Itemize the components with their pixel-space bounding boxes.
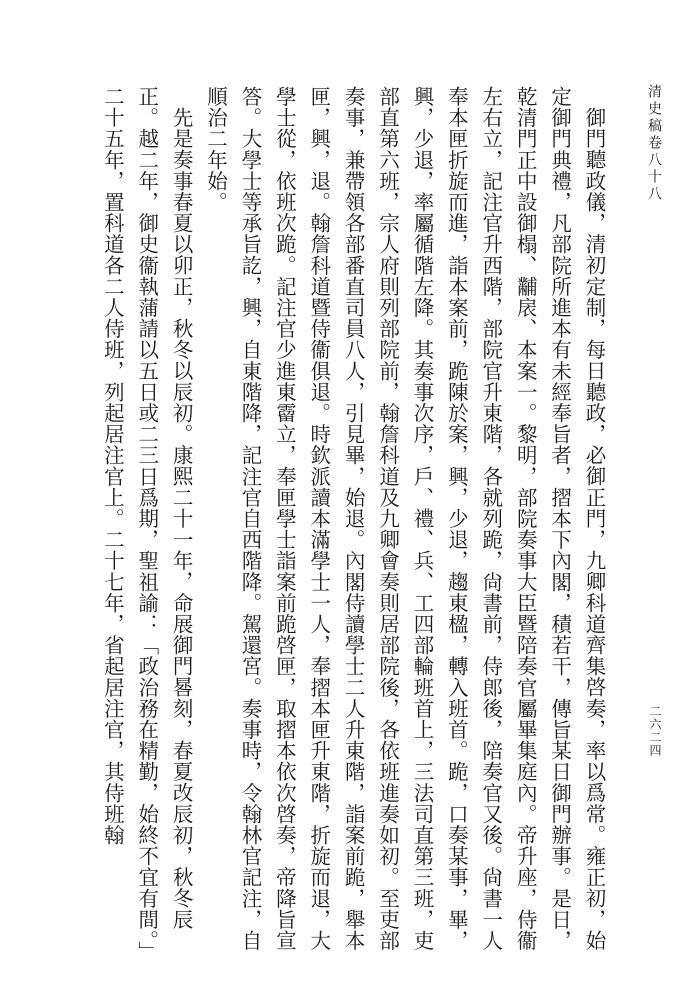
paragraph-2: 先是奏事春夏以卯正，秋冬以辰初。康熙二十一年，命展御門晷刻，春夏改辰初，秋冬辰正。越二年，御史衞執蒲請以五日或二三日爲期，聖祖諭：「政治務在精勤，始終不宜有間。」二十五年，置科道各二人侍班，列起居注官上。二十七年，省起居注官，其侍班翰 [100,86,194,962]
paragraph-1: 御門聽政儀，清初定制，每日聽政，必御正門，九卿科道齊集啓奏，率以爲常。雍正初，始定御門典禮，凡部院所進本有未經奉旨者，摺本下內閣，積若干，傳旨某日御門辦事。是日，乾清門正中設御榻、黼扆、本案一。黎明，部院奏事大臣暨陪奏官屬畢集庭內。帝升座，侍衞左右立，記注官升西階，部院官升東階，各就列跪，尙書前，侍郎後，陪奏官又後。尙書一人奉本匣折旋而進，詣本案前，跪陳於案，興，少退，趨東楹，轉入班首。跪，口奏某事，畢，興，少退，率屬循階左降。其奏事次序，戶、禮、兵、工四部輪班首上，三法司直第三班，吏部直第六班，宗人府則列部院前，翰詹科道及九卿會奏則居部院後，各依班進奏如初。至吏部奏事，兼帶領各部番直司員八人，引見畢，始退。內閣侍讀學士二人升東階，詣案前跪，舉本匣，興，退。翰詹科道暨侍衞俱退。時欽派讀本滿學士一人，奉摺本匣升東階，折旋而退，大學士從，依班次跪。記注官少進東霤立，奉匣學士詣案前跪啓匣，取摺本依次啓奏，帝降旨宣答。大學士等承旨訖，興，自東階降，記注官自西階降。駕還宮。奏事時，令翰林官記注，自順治二年始。 [203,86,606,952]
page-number: 二六二四 [648,705,662,757]
running-head-title: 清史稿卷八十八 [646,84,662,203]
body-text [51,86,611,966]
